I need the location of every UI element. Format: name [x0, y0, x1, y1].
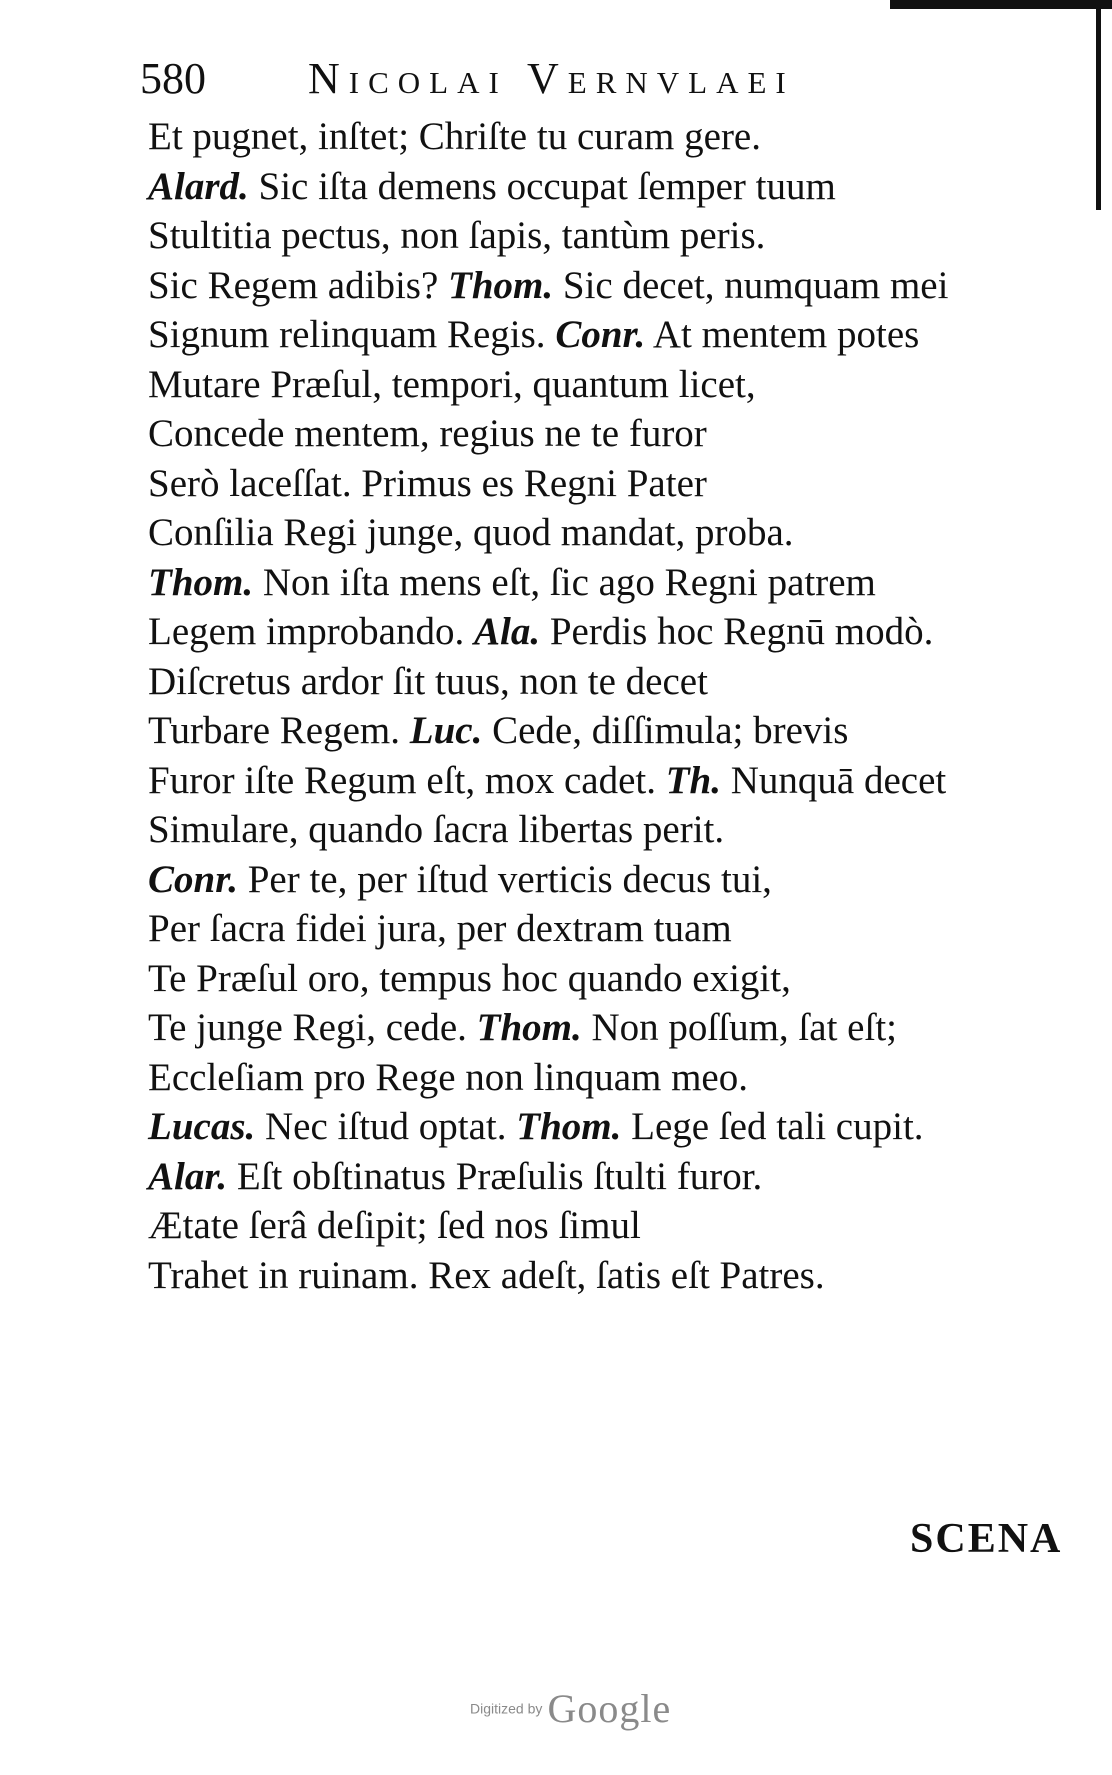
speaker-name: Conr. [555, 313, 646, 356]
verse-line [148, 310, 1078, 360]
verse-text-segment: Nec iſtud optat. [255, 1105, 517, 1148]
verse-line [148, 855, 1078, 905]
verse-text-segment: Serò laceſſat. Primus es Regni Pater [148, 461, 707, 505]
verse-text-segment: Turbare Regem. [148, 709, 410, 752]
verse-text-segment: Furor iſte Regum eſt, mox cadet. [148, 758, 666, 802]
speaker-name: Lucas. [148, 1105, 256, 1148]
verse-line [148, 1003, 1078, 1053]
verse-line [148, 459, 1078, 509]
speaker-name: Thom. [448, 263, 554, 307]
verse-text-segment: Mutare Præſul, tempori, quantum licet, [148, 362, 756, 406]
speaker-name: Th. [665, 758, 721, 802]
verse-text-segment: Ætate ſerâ deſipit; ſed nos ſimul [148, 1204, 641, 1247]
verse-line [148, 558, 1078, 608]
speaker-name: Thom. [148, 560, 254, 604]
verse-text-segment: Et pugnet, inſtet; Chriſte tu curam gere. [148, 115, 761, 158]
verse-line [148, 508, 1078, 558]
verse-line [148, 1102, 1078, 1152]
verse-text-segment: Simulare, quando ſacra libertas perit. [148, 808, 725, 851]
verse-line [148, 756, 1078, 806]
speaker-name: Alar. [148, 1154, 228, 1198]
verse-text-segment: Perdis hoc Regnū modò. [540, 610, 934, 653]
verse-text-segment: Legem improbando. [148, 610, 474, 653]
digitized-watermark [470, 1685, 671, 1732]
page-edge-rule-right [1096, 0, 1101, 210]
verse-text [148, 112, 1078, 1300]
verse-line [148, 112, 1078, 162]
speaker-name: Conr. [148, 857, 238, 901]
verse-line [148, 1201, 1078, 1251]
verse-text-segment: Concede mentem, regius ne te furor [148, 412, 707, 455]
verse-text-segment: Cede, diſſimula; brevis [482, 709, 849, 752]
verse-text-segment: Per te, per iſtud verticis decus tui, [237, 857, 772, 901]
verse-line [148, 954, 1078, 1004]
verse-line [148, 657, 1078, 707]
verse-text-segment: Signum relinquam Regis. [148, 313, 556, 356]
verse-line [148, 706, 1078, 756]
verse-line [148, 805, 1078, 855]
speaker-name: Ala. [474, 610, 541, 653]
verse-text-segment: Eſt obſtinatus Præſulis ſtulti furor. [227, 1154, 763, 1198]
verse-text-segment: Per ſacra fidei jura, per dextram tuam [148, 907, 732, 950]
verse-line [148, 409, 1078, 459]
verse-line [148, 904, 1078, 954]
verse-text-segment: At mentem potes [645, 313, 920, 356]
verse-text-segment: Sic decet, numquam mei [553, 263, 949, 307]
verse-text-segment: Diſcretus ardor ſit tuus, non te decet [148, 659, 708, 703]
verse-text-segment: Sic Regem adibis? [148, 263, 449, 307]
verse-text-segment: Trahet in ruinam. Rex adeſt, ſatis eſt Patres. [148, 1253, 825, 1297]
speaker-name: Alard. [148, 164, 249, 208]
verse-text-segment: Sic iſta demens occupat ſemper tuum [248, 164, 836, 208]
verse-text-segment: Nunquā decet [721, 758, 947, 802]
watermark-prefix: Digitized by [470, 1700, 543, 1717]
verse-line [148, 261, 1078, 311]
verse-text-segment: Conſilia Regi junge, quod mandat, proba. [148, 511, 794, 554]
verse-text-segment: Te Præſul oro, tempus hoc quando exigit, [148, 956, 791, 1000]
google-logo: Google [547, 1686, 672, 1731]
speaker-name: Luc. [409, 709, 483, 752]
page-header [140, 48, 900, 108]
page-edge-rule-top [890, 0, 1112, 9]
verse-line [148, 1053, 1078, 1103]
verse-text-segment: Eccleſiam pro Rege non linquam meo. [148, 1055, 748, 1099]
verse-text-segment: Non iſta mens eſt, ſic ago Regni patrem [253, 560, 876, 604]
page-number: 580 [140, 54, 206, 103]
verse-line [148, 360, 1078, 410]
verse-text-segment: Lege ſed tali cupit. [621, 1105, 924, 1148]
verse-text-segment: Te junge Regi, cede. [148, 1006, 477, 1049]
verse-line [148, 1251, 1078, 1301]
speaker-name: Thom. [476, 1006, 582, 1049]
catchword: SCENA [910, 1516, 1063, 1562]
verse-line [148, 1152, 1078, 1202]
verse-line [148, 162, 1078, 212]
verse-line [148, 211, 1078, 261]
verse-text-segment: Stultitia pectus, non ſapis, tantùm peris. [148, 214, 766, 257]
speaker-name: Thom. [516, 1105, 622, 1148]
verse-text-segment: Non poſſum, ſat eſt; [581, 1006, 897, 1049]
running-head: Nicolai Vernvlaei [308, 54, 795, 103]
verse-line [148, 607, 1078, 657]
